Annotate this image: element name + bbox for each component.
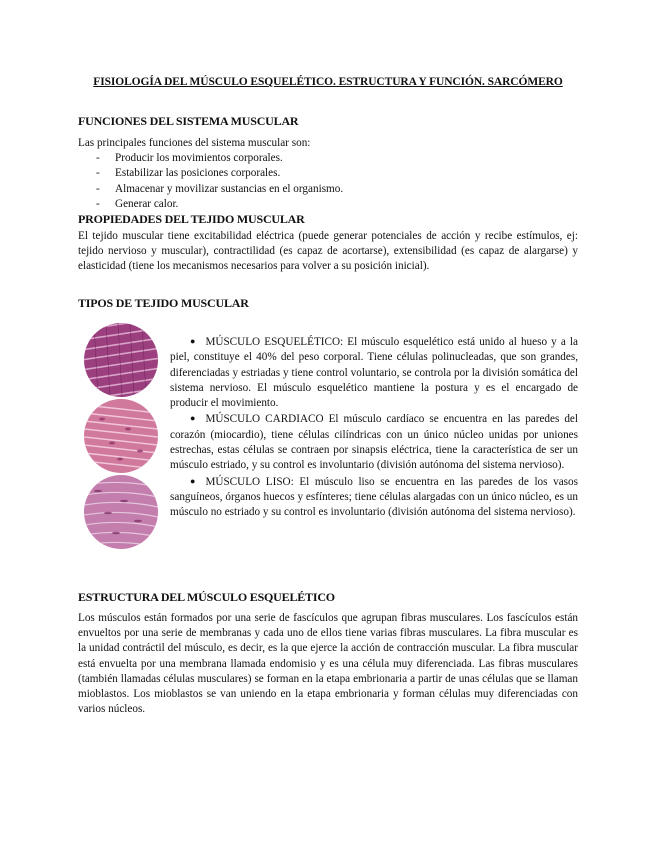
- bullet-dot: ●: [190, 336, 196, 346]
- cardiac-muscle-histology-image: [84, 399, 158, 473]
- estructura-paragraph: Los músculos están formados por una serie de fascículos que agrupan fibras musculares. Los fascículos están envueltos por una serie de membranas y cada uno de ellos tiene varias fibras musculares. La fibra muscular es la unidad contráctil del músculo, es decir, es la que ejerce la acción de contracción muscular. La fibra muscular está envuelta por una membrana llamada endomisio y es una célula muy diferenciada. Las fibras musculares (también llamadas células musculares) se forman en la etapa embrionaria a partir de unas células que se llaman mioblastos. Los mioblastos se van uniendo en la etapa embrionaria y forman células muy diferenciadas con varios núcleos.: [78, 612, 578, 716]
- list-item-text: Producir los movimientos corporales.: [115, 152, 283, 164]
- smooth-muscle-histology-image: [84, 475, 158, 549]
- document-title: FISIOLOGÍA DEL MÚSCULO ESQUELÉTICO. ESTRUCTURA Y FUNCIÓN. SARCÓMERO: [93, 76, 563, 88]
- dash-bullet: -: [96, 152, 100, 164]
- list-item: [170, 474, 578, 521]
- list-item: [78, 182, 578, 197]
- list-item-text: Estabilizar las posiciones corporales.: [115, 167, 281, 180]
- tipos-list: [170, 334, 578, 521]
- funciones-intro: Las principales funciones del sistema muscular son:: [78, 137, 311, 149]
- list-item-text: Generar calor.: [115, 198, 179, 211]
- bullet-dot: ●: [190, 475, 196, 486]
- heading-estructura: ESTRUCTURA DEL MÚSCULO ESQUELÉTICO: [78, 590, 335, 604]
- dash-bullet: -: [96, 198, 100, 211]
- skeletal-muscle-histology-image: [84, 323, 158, 397]
- bullet-dot: ●: [190, 413, 196, 424]
- propiedades-paragraph: El tejido muscular tiene excitabilidad eléctrica (puede generar potenciales de acción y recibe estímulos, ej: tejido nervioso y muscular), contractilidad (es capaz de acortarse), extensibilidad (es capaz de alargarse) y elasticidad (tiene los mecanismos necesarios para volver a su posición inicial).: [78, 230, 578, 273]
- list-item-text: MÚSCULO CARDIACO El músculo cardíaco se encuentra en las paredes del corazón (miocardio), tiene células cilíndricas con un único núcleo unidas por uniones estrechas, estas células se contraen por sinapsis eléctrica, tiene la característica de ser un músculo estriado, y su control es involuntario (división autónoma del sistema nervioso).: [170, 413, 578, 472]
- list-item-text: MÚSCULO LISO: El músculo liso se encuentra en las paredes de los vasos sanguíneos, órganos huecos y esfínteres; tiene células alargadas con un único núcleo, es un músculo no estriado y su control es involuntario (división autónoma del sistema nervioso).: [170, 475, 578, 519]
- list-item: [170, 411, 578, 473]
- list-item: [78, 166, 578, 181]
- list-item-text: MÚSCULO ESQUELÉTICO: El músculo esquelético está unido al hueso y a la piel, constituye el 40% del peso corporal. Tiene células polinucleadas, que son grandes, diferenciadas y estriadas y tiene control voluntario, se controla por la división somática del sistema nervioso. El músculo esquelético mantiene la postura y es el encargado de producir el movimiento.: [170, 336, 578, 410]
- funciones-list: [78, 151, 578, 213]
- dash-bullet: -: [96, 167, 100, 180]
- list-item: [78, 197, 578, 212]
- heading-propiedades: PROPIEDADES DEL TEJIDO MUSCULAR: [78, 212, 305, 226]
- list-item: [78, 151, 578, 166]
- dash-bullet: -: [96, 182, 100, 195]
- heading-tipos: TIPOS DE TEJIDO MUSCULAR: [78, 296, 249, 310]
- list-item: [170, 334, 578, 411]
- list-item-text: Almacenar y movilizar sustancias en el organismo.: [115, 182, 344, 195]
- heading-funciones: FUNCIONES DEL SISTEMA MUSCULAR: [78, 114, 299, 128]
